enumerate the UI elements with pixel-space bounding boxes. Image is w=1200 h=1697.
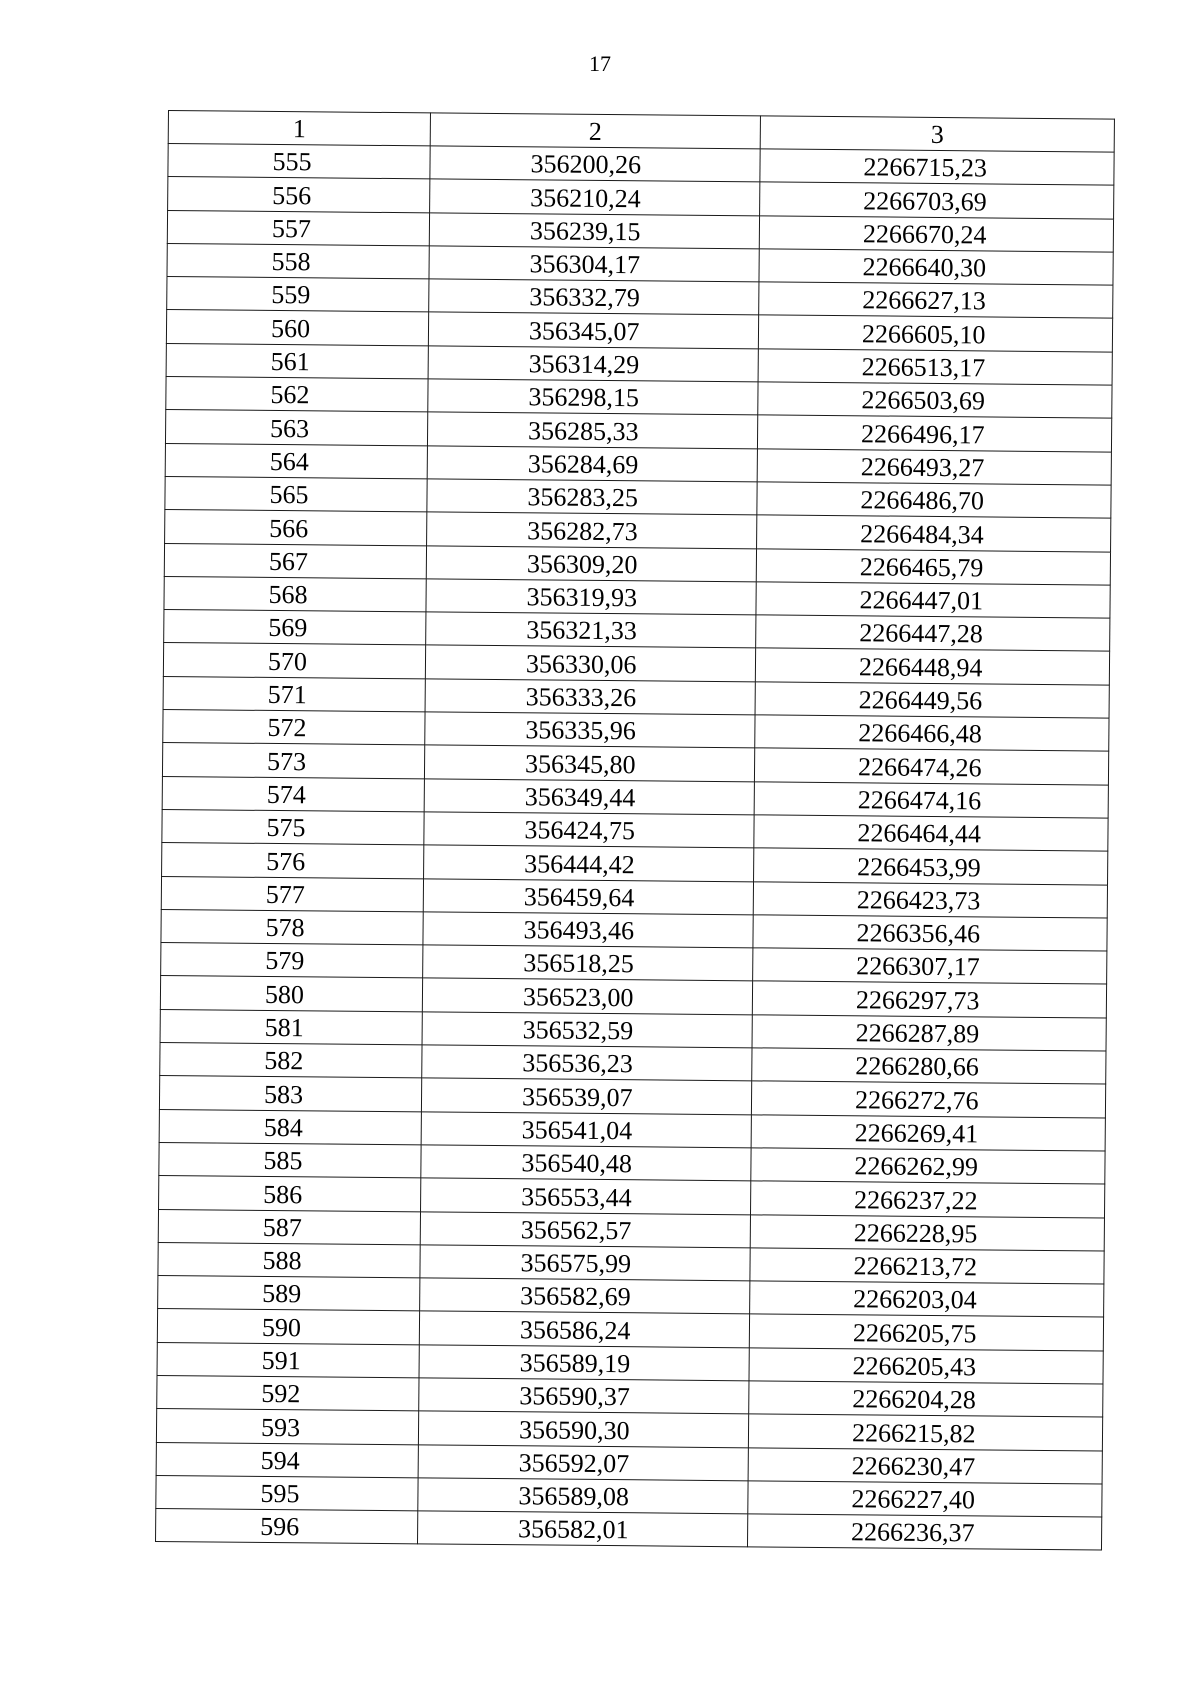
y-coordinate-cell: 2266465,79: [756, 548, 1110, 585]
x-coordinate-cell: 356321,33: [426, 612, 756, 648]
point-number-cell: 565: [165, 476, 427, 512]
point-number-cell: 560: [166, 310, 428, 346]
y-coordinate-cell: 2266228,95: [750, 1214, 1104, 1251]
y-coordinate-cell: 2266464,44: [754, 815, 1108, 852]
y-coordinate-cell: 2266205,75: [749, 1314, 1103, 1351]
point-number-cell: 559: [167, 277, 429, 313]
coordinates-table: [155, 110, 1115, 1551]
y-coordinate-cell: 2266215,82: [748, 1414, 1102, 1451]
y-coordinate-cell: 2266627,13: [759, 282, 1113, 319]
y-coordinate-cell: 2266213,72: [750, 1248, 1104, 1285]
point-number-cell: 579: [161, 943, 423, 979]
x-coordinate-cell: 356345,80: [424, 745, 754, 781]
x-coordinate-cell: 356582,01: [417, 1511, 747, 1547]
y-coordinate-cell: 2266496,17: [757, 415, 1111, 452]
y-coordinate-cell: 2266237,22: [751, 1181, 1105, 1218]
x-coordinate-cell: 356309,20: [426, 545, 756, 581]
point-number-cell: 571: [163, 676, 425, 712]
y-coordinate-cell: 2266474,26: [754, 748, 1108, 785]
point-number-cell: 594: [156, 1442, 418, 1478]
y-coordinate-cell: 2266715,23: [760, 149, 1114, 186]
x-coordinate-cell: 356518,25: [423, 945, 753, 981]
x-coordinate-cell: 356424,75: [424, 812, 754, 848]
point-number-cell: 573: [162, 743, 424, 779]
point-number-cell: 564: [165, 443, 427, 479]
point-number-cell: 580: [160, 976, 422, 1012]
point-number-cell: 582: [160, 1042, 422, 1078]
column-header-3: 3: [760, 116, 1114, 152]
y-coordinate-cell: 2266203,04: [750, 1281, 1104, 1318]
point-number-cell: 569: [164, 610, 426, 646]
x-coordinate-cell: 356562,57: [420, 1211, 750, 1247]
point-number-cell: 595: [156, 1475, 418, 1511]
point-number-cell: 557: [167, 210, 429, 246]
y-coordinate-cell: 2266269,41: [751, 1114, 1105, 1151]
x-coordinate-cell: 356589,19: [419, 1345, 749, 1381]
y-coordinate-cell: 2266503,69: [758, 382, 1112, 419]
point-number-cell: 592: [157, 1375, 419, 1411]
x-coordinate-cell: 356582,69: [420, 1278, 750, 1314]
point-number-cell: 586: [159, 1176, 421, 1212]
y-coordinate-cell: 2266640,30: [759, 249, 1113, 286]
y-coordinate-cell: 2266227,40: [748, 1481, 1102, 1518]
y-coordinate-cell: 2266449,56: [755, 682, 1109, 719]
point-number-cell: 562: [166, 377, 428, 413]
y-coordinate-cell: 2266513,17: [758, 349, 1112, 386]
x-coordinate-cell: 356523,00: [422, 978, 752, 1014]
y-coordinate-cell: 2266670,24: [759, 215, 1113, 252]
x-coordinate-cell: 356319,93: [426, 579, 756, 615]
point-number-cell: 566: [165, 510, 427, 546]
y-coordinate-cell: 2266448,94: [755, 648, 1109, 685]
point-number-cell: 576: [162, 843, 424, 879]
y-coordinate-cell: 2266280,66: [752, 1048, 1106, 1085]
point-number-cell: 588: [158, 1242, 420, 1278]
point-number-cell: 590: [157, 1309, 419, 1345]
x-coordinate-cell: 356590,30: [418, 1411, 748, 1447]
x-coordinate-cell: 356335,96: [425, 712, 755, 748]
x-coordinate-cell: 356349,44: [424, 778, 754, 814]
point-number-cell: 596: [156, 1509, 418, 1545]
point-number-cell: 578: [161, 909, 423, 945]
y-coordinate-cell: 2266474,16: [754, 781, 1108, 818]
point-number-cell: 568: [164, 576, 426, 612]
x-coordinate-cell: 356283,25: [427, 479, 757, 515]
x-coordinate-cell: 356459,64: [423, 878, 753, 914]
x-coordinate-cell: 356332,79: [429, 279, 759, 315]
point-number-cell: 575: [162, 809, 424, 845]
point-number-cell: 567: [164, 543, 426, 579]
y-coordinate-cell: 2266605,10: [758, 315, 1112, 352]
x-coordinate-cell: 356285,33: [427, 412, 757, 448]
x-coordinate-cell: 356345,07: [428, 312, 758, 348]
y-coordinate-cell: 2266453,99: [754, 848, 1108, 885]
y-coordinate-cell: 2266230,47: [748, 1447, 1102, 1484]
point-number-cell: 574: [162, 776, 424, 812]
x-coordinate-cell: 356592,07: [418, 1444, 748, 1480]
x-coordinate-cell: 356284,69: [427, 446, 757, 482]
column-header-2: 2: [430, 113, 760, 149]
y-coordinate-cell: 2266493,27: [757, 449, 1111, 486]
point-number-cell: 561: [166, 343, 428, 379]
x-coordinate-cell: 356298,15: [428, 379, 758, 415]
x-coordinate-cell: 356532,59: [422, 1012, 752, 1048]
y-coordinate-cell: 2266297,73: [752, 981, 1106, 1018]
y-coordinate-cell: 2266236,37: [747, 1514, 1101, 1551]
point-number-cell: 591: [157, 1342, 419, 1378]
x-coordinate-cell: 356536,23: [422, 1045, 752, 1081]
y-coordinate-cell: 2266466,48: [755, 715, 1109, 752]
point-number-cell: 583: [159, 1076, 421, 1112]
table-body: [156, 144, 1115, 1551]
page-number: 17: [589, 51, 611, 76]
y-coordinate-cell: 2266272,76: [751, 1081, 1105, 1118]
y-coordinate-cell: 2266486,70: [757, 482, 1111, 519]
y-coordinate-cell: 2266307,17: [753, 948, 1107, 985]
x-coordinate-cell: 356590,37: [419, 1378, 749, 1414]
y-coordinate-cell: 2266423,73: [753, 881, 1107, 918]
point-number-cell: 556: [168, 177, 430, 213]
x-coordinate-cell: 356589,08: [418, 1478, 748, 1514]
y-coordinate-cell: 2266484,34: [757, 515, 1111, 552]
column-header-1: 1: [168, 111, 430, 146]
x-coordinate-cell: 356210,24: [430, 179, 760, 215]
point-number-cell: 555: [168, 144, 430, 180]
x-coordinate-cell: 356333,26: [425, 679, 755, 715]
point-number-cell: 585: [159, 1142, 421, 1178]
x-coordinate-cell: 356493,46: [423, 912, 753, 948]
point-number-cell: 593: [156, 1409, 418, 1445]
x-coordinate-cell: 356540,48: [421, 1145, 751, 1181]
x-coordinate-cell: 356330,06: [425, 645, 755, 681]
x-coordinate-cell: 356282,73: [427, 512, 757, 548]
y-coordinate-cell: 2266447,28: [756, 615, 1110, 652]
point-number-cell: 558: [167, 243, 429, 279]
point-number-cell: 584: [159, 1109, 421, 1145]
point-number-cell: 589: [158, 1276, 420, 1312]
point-number-cell: 572: [163, 710, 425, 746]
point-number-cell: 581: [160, 1009, 422, 1045]
y-coordinate-cell: 2266703,69: [760, 182, 1114, 219]
x-coordinate-cell: 356200,26: [430, 146, 760, 182]
y-coordinate-cell: 2266262,99: [751, 1148, 1105, 1185]
point-number-cell: 577: [161, 876, 423, 912]
x-coordinate-cell: 356539,07: [421, 1078, 751, 1114]
x-coordinate-cell: 356444,42: [424, 845, 754, 881]
x-coordinate-cell: 356239,15: [429, 212, 759, 248]
point-number-cell: 570: [163, 643, 425, 679]
y-coordinate-cell: 2266356,46: [753, 915, 1107, 952]
y-coordinate-cell: 2266287,89: [752, 1015, 1106, 1052]
y-coordinate-cell: 2266447,01: [756, 582, 1110, 619]
x-coordinate-cell: 356541,04: [421, 1111, 751, 1147]
y-coordinate-cell: 2266204,28: [749, 1381, 1103, 1418]
x-coordinate-cell: 356575,99: [420, 1245, 750, 1281]
x-coordinate-cell: 356314,29: [428, 346, 758, 382]
point-number-cell: 563: [165, 410, 427, 446]
point-number-cell: 587: [158, 1209, 420, 1245]
x-coordinate-cell: 356553,44: [421, 1178, 751, 1214]
y-coordinate-cell: 2266205,43: [749, 1348, 1103, 1385]
x-coordinate-cell: 356304,17: [429, 246, 759, 282]
x-coordinate-cell: 356586,24: [419, 1311, 749, 1347]
